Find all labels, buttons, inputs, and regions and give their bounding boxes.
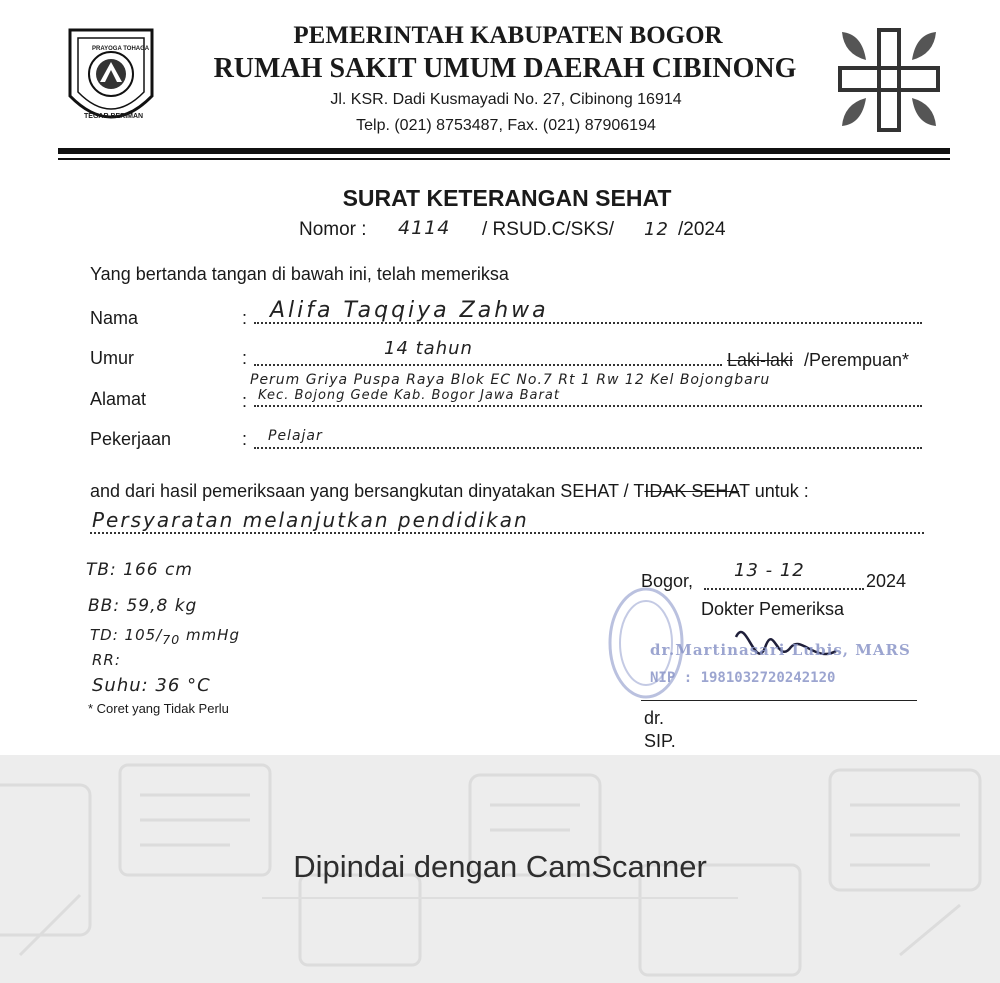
stamp-doctor-name: dr.Martinasari Lubis, MARS	[650, 641, 911, 659]
result-struck: IDAK SEHA	[644, 481, 740, 501]
vital-suhu: Suhu: 36 °C	[92, 675, 211, 696]
header-divider-thin	[58, 158, 950, 160]
nomor-label: Nomor :	[299, 219, 367, 240]
umur-colon: :	[242, 348, 248, 368]
pekerjaan-colon: :	[242, 429, 248, 449]
vital-bb: BB: 59,8 kg	[88, 596, 198, 616]
umur-label: Umur	[90, 348, 134, 368]
sign-year: 2024	[866, 571, 907, 591]
footer-underline	[262, 897, 738, 899]
alamat-colon: :	[242, 391, 248, 411]
nama-label: Nama	[90, 308, 139, 328]
vital-td: TD: $105/_{70}$ mmHg	[90, 626, 240, 647]
header-government: PEMERINTAH KABUPATEN BOGOR	[293, 22, 723, 49]
header-phone: Telp. (021) 8753487, Fax. (021) 87906194	[356, 117, 656, 134]
vital-rr: RR:	[92, 651, 121, 669]
purpose-line	[90, 532, 924, 534]
result-prefix: and dari hasil pemeriksaan yang bersangkutan dinyatakan SEHAT / T	[90, 481, 645, 501]
document-title: SURAT KETERANGAN SEHAT	[342, 185, 672, 211]
nama-value: Alifa Taqqiya Zahwa	[270, 298, 549, 323]
hospital-logo	[836, 24, 942, 136]
pekerjaan-line	[254, 447, 922, 449]
vital-tb: TB: 166 cm	[86, 560, 193, 580]
nomor-code: / RSUD.C/SKS/	[482, 219, 614, 240]
header-divider-thick	[58, 148, 950, 154]
nomor-value: 4114	[398, 217, 451, 239]
stamp-nip: NIP : 1981032720242120	[650, 670, 836, 686]
footer-text: Dipindai dengan CamScanner	[293, 849, 707, 884]
header-address: Jl. KSR. Dadi Kusmayadi No. 27, Cibinong 16914	[330, 91, 682, 108]
logo-motto-top: PRAYOGA TOHAGA	[92, 46, 150, 52]
nomor-year: /2024	[678, 219, 726, 240]
nama-colon: :	[242, 308, 248, 328]
result-statement	[90, 481, 809, 502]
footnote: * Coret yang Tidak Perlu	[88, 701, 229, 716]
sign-date: 13 - 12	[734, 560, 805, 581]
vital-td-label: TD:	[90, 626, 125, 644]
result-suffix: T untuk :	[739, 481, 809, 501]
sign-role: Dokter Pemeriksa	[701, 599, 845, 619]
header-hospital-name: RUMAH SAKIT UMUM DAERAH CIBINONG	[213, 53, 797, 84]
alamat-label: Alamat	[90, 389, 147, 409]
sign-place: Bogor,	[641, 571, 694, 591]
gender-struck: Laki-laki	[727, 350, 794, 370]
pekerjaan-value: Pelajar	[268, 428, 323, 444]
gender-rest: /Perempuan*	[804, 350, 910, 370]
sign-sip: SIP.	[644, 731, 676, 751]
alamat-value-line1: Perum Griya Puspa Raya Blok EC No.7 Rt 1 Rw 12 Kel Bojongbaru	[250, 372, 771, 388]
purpose-value: Persyaratan melanjutkan pendidikan	[92, 508, 529, 532]
signature-line	[641, 700, 917, 701]
vital-td-sys: 105	[124, 626, 157, 644]
logo-motto-bottom: TEGAR BERIMAN	[84, 113, 144, 120]
alamat-value-line2: Kec. Bojong Gede Kab. Bogor Jawa Barat	[258, 388, 560, 403]
vital-td-unit: mmHg	[185, 626, 240, 644]
intro-text: Yang bertanda tangan di bawah ini, telah memeriksa	[90, 264, 509, 284]
camscanner-footer	[0, 755, 1000, 983]
alamat-line	[254, 405, 922, 407]
pekerjaan-label: Pekerjaan	[90, 429, 172, 449]
sign-dr: dr.	[644, 708, 665, 728]
nomor-month: 12	[644, 219, 669, 240]
umur-line	[254, 364, 722, 366]
umur-value: 14 tahun	[384, 338, 473, 359]
vital-td-dia: 70	[162, 632, 181, 647]
